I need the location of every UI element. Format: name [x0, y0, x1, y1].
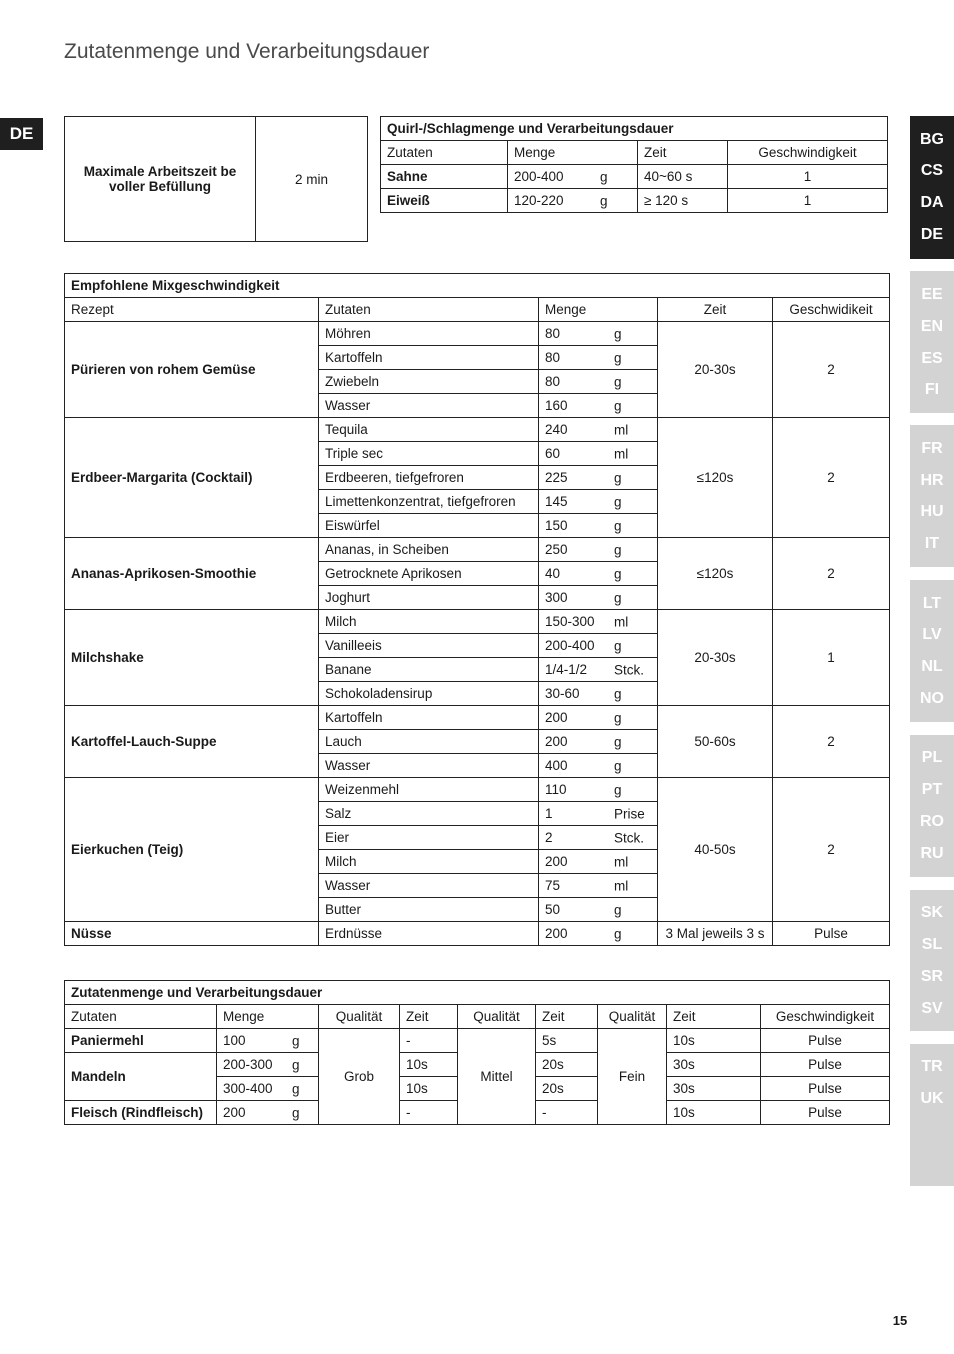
chop-header: Qualität [458, 1005, 536, 1029]
chop-header: Qualität [319, 1005, 400, 1029]
lang-group-1 [910, 116, 954, 259]
mix-speed-table [64, 273, 890, 946]
whisk-table [380, 116, 888, 213]
lang-group-5 [910, 735, 954, 877]
amount-unit: g [614, 926, 622, 941]
time-medium: 5s [536, 1029, 598, 1053]
page-number: 15 [892, 1313, 908, 1328]
lang-it[interactable]: IT [924, 535, 940, 552]
amount-unit: g [614, 374, 622, 389]
time-medium: 20s [536, 1053, 598, 1077]
lang-hu[interactable]: HU [920, 503, 944, 520]
whisk-ingredient: Eiweiß [381, 189, 508, 213]
table-row [65, 322, 890, 346]
amount-value: 80 [545, 350, 561, 365]
ingredient: Tequila [319, 418, 539, 442]
amount-value: 1 [545, 806, 553, 821]
amount-value: 120-220 [514, 193, 564, 208]
ingredient: Eier [319, 826, 539, 850]
whisk-header: Geschwindigkeit [728, 141, 888, 165]
amount-cell [539, 322, 658, 346]
time-fine: 10s [667, 1101, 761, 1125]
lang-ru[interactable]: RU [920, 845, 944, 862]
amount-unit: g [614, 518, 622, 533]
table-row [381, 189, 888, 213]
amount-unit: ml [614, 614, 629, 629]
amount-cell [539, 394, 658, 418]
time-coarse: 10s [400, 1053, 458, 1077]
ingredient: Weizenmehl [319, 778, 539, 802]
chop-table-title: Zutatenmenge und Verarbeitungsdauer [65, 981, 890, 1005]
recipe-name: Pürieren von rohem Gemüse [65, 322, 319, 418]
table-row [381, 165, 888, 189]
amount-value: 400 [545, 758, 568, 773]
amount-value: 200 [223, 1105, 246, 1120]
table-row [65, 922, 890, 946]
mix-table-title: Empfohlene Mixgeschwindigkeit [65, 274, 890, 298]
quality-coarse: Grob [319, 1029, 400, 1125]
chop-header: Zutaten [65, 1005, 217, 1029]
lang-sk[interactable]: SK [920, 904, 944, 921]
lang-es[interactable]: ES [921, 350, 943, 367]
amount-value: 40 [545, 566, 561, 581]
ingredient: Getrocknete Aprikosen [319, 562, 539, 586]
lang-ee[interactable]: EE [921, 286, 943, 303]
time-fine: 10s [667, 1029, 761, 1053]
chop-header: Zeit [667, 1005, 761, 1029]
chop-speed: Pulse [761, 1053, 890, 1077]
amount-unit: g [292, 1057, 300, 1072]
amount-value: 100 [223, 1033, 246, 1048]
amount-value: 2 [545, 830, 553, 845]
recipe-time: ≤120s [658, 538, 773, 610]
amount-value: 145 [545, 494, 568, 509]
ingredient: Limettenkonzentrat, tiefgefroren [319, 490, 539, 514]
ingredient: Vanilleeis [319, 634, 539, 658]
amount-value: 1/4-1/2 [545, 662, 588, 677]
amount-unit: ml [614, 422, 629, 437]
amount-value: 200-300 [223, 1057, 273, 1072]
whisk-header: Zutaten [381, 141, 508, 165]
amount-cell [539, 514, 658, 538]
table-row [65, 706, 890, 730]
time-medium: 20s [536, 1077, 598, 1101]
amount-value: 200-400 [514, 169, 564, 184]
ingredient: Erdnüsse [319, 922, 539, 946]
amount-value: 50 [545, 902, 561, 917]
ingredient: Lauch [319, 730, 539, 754]
amount-value: 200 [545, 854, 568, 869]
amount-cell [539, 922, 658, 946]
amount-cell [539, 634, 658, 658]
max-work-time-table [64, 116, 368, 242]
amount-cell [539, 610, 658, 634]
lang-lt[interactable]: LT [922, 595, 942, 612]
recipe-speed: 2 [773, 538, 890, 610]
ingredient: Milch [319, 850, 539, 874]
time-fine: 30s [667, 1053, 761, 1077]
amount-value: 80 [545, 374, 561, 389]
recipe-speed: 1 [773, 610, 890, 706]
recipe-time: 40-50s [658, 778, 773, 922]
recipe-name: Milchshake [65, 610, 319, 706]
lang-uk[interactable]: UK [920, 1090, 944, 1107]
table-row [65, 538, 890, 562]
lang-da[interactable]: DA [920, 194, 944, 211]
whisk-table-title: Quirl-/Schlagmenge und Verarbeitungsdauer [381, 117, 888, 141]
whisk-amount [508, 165, 638, 189]
amount-unit: g [614, 710, 622, 725]
amount-value: 75 [545, 878, 561, 893]
ingredient: Kartoffeln [319, 346, 539, 370]
ingredient: Wasser [319, 754, 539, 778]
amount-cell [539, 730, 658, 754]
amount-value: 200 [545, 734, 568, 749]
amount-unit: g [614, 398, 622, 413]
amount-unit: g [292, 1105, 300, 1120]
amount-value: 150 [545, 518, 568, 533]
lang-lv[interactable]: LV [922, 626, 942, 643]
amount-unit: g [614, 566, 622, 581]
chop-header: Menge [217, 1005, 319, 1029]
amount-value: 200 [545, 710, 568, 725]
amount-value: 30-60 [545, 686, 580, 701]
amount-value: 250 [545, 542, 568, 557]
time-coarse: - [400, 1029, 458, 1053]
amount-cell [539, 850, 658, 874]
mix-header: Menge [539, 298, 658, 322]
amount-unit: g [614, 758, 622, 773]
amount-cell [539, 874, 658, 898]
ingredient: Erdbeeren, tiefgefroren [319, 466, 539, 490]
chop-header: Zeit [400, 1005, 458, 1029]
amount-cell [539, 826, 658, 850]
table-row [65, 418, 890, 442]
amount-cell [539, 754, 658, 778]
lang-tr[interactable]: TR [921, 1058, 943, 1075]
recipe-speed: 2 [773, 322, 890, 418]
max-work-value: 2 min [256, 117, 368, 242]
lang-no[interactable]: NO [920, 690, 944, 707]
mix-header: Zutaten [319, 298, 539, 322]
table-row [65, 610, 890, 634]
lang-group-3 [910, 425, 954, 567]
mix-header: Rezept [65, 298, 319, 322]
chop-ingredient: Paniermehl [65, 1029, 217, 1053]
amount-value: 200-400 [545, 638, 595, 653]
amount-value: 300-400 [223, 1081, 273, 1096]
page-title: Zutatenmenge und Verarbeitungsdauer [64, 40, 430, 63]
quality-medium: Mittel [458, 1029, 536, 1125]
recipe-name: Ananas-Aprikosen-Smoothie [65, 538, 319, 610]
amount-cell [539, 586, 658, 610]
ingredient: Milch [319, 610, 539, 634]
amount-unit: ml [614, 878, 629, 893]
amount-unit: g [600, 169, 608, 184]
whisk-header: Zeit [638, 141, 728, 165]
recipe-name: Eierkuchen (Teig) [65, 778, 319, 922]
ingredient: Wasser [319, 394, 539, 418]
ingredient: Möhren [319, 322, 539, 346]
amount-value: 300 [545, 590, 568, 605]
amount-cell [539, 706, 658, 730]
whisk-time: 40~60 s [638, 165, 728, 189]
amount-cell [539, 898, 658, 922]
amount-unit: g [600, 193, 608, 208]
amount-unit: g [614, 590, 622, 605]
amount-cell [539, 466, 658, 490]
recipe-time: 3 Mal jeweils 3 s [658, 922, 773, 946]
chop-speed: Pulse [761, 1077, 890, 1101]
amount-value: 80 [545, 326, 561, 341]
time-medium: - [536, 1101, 598, 1125]
time-coarse: 10s [400, 1077, 458, 1101]
amount-cell [539, 538, 658, 562]
amount-value: 60 [545, 446, 561, 461]
amount-unit: g [614, 470, 622, 485]
amount-cell [217, 1053, 319, 1077]
amount-cell [217, 1077, 319, 1101]
ingredient: Joghurt [319, 586, 539, 610]
amount-unit: Stck. [614, 830, 645, 845]
chop-table [64, 980, 890, 1125]
lang-pl[interactable]: PL [921, 749, 943, 766]
chop-speed: Pulse [761, 1101, 890, 1125]
lang-group-4 [910, 580, 954, 722]
lang-hr[interactable]: HR [920, 472, 944, 489]
mix-header: Zeit [658, 298, 773, 322]
amount-unit: g [292, 1033, 300, 1048]
amount-unit: Stck. [614, 662, 645, 677]
max-work-label: Maximale Arbeitszeit be voller Befüllung [65, 117, 256, 242]
recipe-name: Nüsse [65, 922, 319, 946]
whisk-header: Menge [508, 141, 638, 165]
recipe-speed: 2 [773, 778, 890, 922]
amount-unit: g [614, 734, 622, 749]
recipe-speed: Pulse [773, 922, 890, 946]
recipe-name: Kartoffel-Lauch-Suppe [65, 706, 319, 778]
amount-value: 225 [545, 470, 568, 485]
whisk-speed: 1 [728, 165, 888, 189]
amount-cell [539, 442, 658, 466]
amount-unit: ml [614, 446, 629, 461]
chop-speed: Pulse [761, 1029, 890, 1053]
amount-cell [539, 490, 658, 514]
table-row [65, 778, 890, 802]
whisk-amount [508, 189, 638, 213]
quality-fine: Fein [598, 1029, 667, 1125]
amount-value: 160 [545, 398, 568, 413]
lang-group-6 [910, 890, 954, 1031]
chop-ingredient: Fleisch (Rindfleisch) [65, 1101, 217, 1125]
lang-cs[interactable]: CS [920, 162, 944, 179]
amount-cell [539, 802, 658, 826]
ingredient: Wasser [319, 874, 539, 898]
lang-fi[interactable]: FI [924, 381, 940, 398]
amount-unit: g [614, 638, 622, 653]
amount-cell [217, 1029, 319, 1053]
ingredient: Ananas, in Scheiben [319, 538, 539, 562]
amount-unit: g [614, 686, 622, 701]
whisk-time: ≥ 120 s [638, 189, 728, 213]
lang-nl[interactable]: NL [921, 658, 943, 675]
amount-cell [217, 1101, 319, 1125]
lang-ro[interactable]: RO [920, 813, 944, 830]
table-row [65, 1029, 890, 1053]
ingredient: Salz [319, 802, 539, 826]
whisk-speed: 1 [728, 189, 888, 213]
lang-group-2 [910, 271, 954, 413]
amount-unit: g [614, 494, 622, 509]
amount-value: 150-300 [545, 614, 595, 629]
ingredient: Butter [319, 898, 539, 922]
recipe-time: ≤120s [658, 418, 773, 538]
amount-unit: g [614, 326, 622, 341]
lang-fr[interactable]: FR [921, 440, 943, 457]
time-fine: 30s [667, 1077, 761, 1101]
chop-header: Geschwindigkeit [761, 1005, 890, 1029]
lang-pt[interactable]: PT [921, 781, 943, 798]
time-coarse: - [400, 1101, 458, 1125]
amount-value: 110 [545, 782, 567, 797]
recipe-speed: 2 [773, 706, 890, 778]
amount-unit: ml [614, 854, 629, 869]
whisk-ingredient: Sahne [381, 165, 508, 189]
recipe-time: 20-30s [658, 322, 773, 418]
recipe-name: Erdbeer-Margarita (Cocktail) [65, 418, 319, 538]
ingredient: Zwiebeln [319, 370, 539, 394]
recipe-time: 20-30s [658, 610, 773, 706]
chop-ingredient: Mandeln [65, 1053, 217, 1101]
amount-unit: g [614, 902, 622, 917]
amount-unit: g [292, 1081, 300, 1096]
ingredient: Banane [319, 658, 539, 682]
amount-unit: g [614, 782, 622, 797]
recipe-speed: 2 [773, 418, 890, 538]
lang-sr[interactable]: SR [920, 968, 944, 985]
lang-de[interactable]: DE [920, 226, 944, 243]
amount-unit: g [614, 350, 622, 365]
amount-cell [539, 562, 658, 586]
amount-unit: g [614, 542, 622, 557]
amount-cell [539, 778, 658, 802]
ingredient: Triple sec [319, 442, 539, 466]
amount-unit: Prise [614, 806, 645, 821]
amount-cell [539, 658, 658, 682]
amount-cell [539, 370, 658, 394]
chop-header: Zeit [536, 1005, 598, 1029]
amount-cell [539, 418, 658, 442]
lang-sv[interactable]: SV [921, 1000, 943, 1017]
lang-group-7 [910, 1044, 954, 1186]
lang-en[interactable]: EN [920, 318, 944, 335]
ingredient: Schokoladensirup [319, 682, 539, 706]
amount-value: 200 [545, 926, 568, 941]
lang-bg[interactable]: BG [920, 131, 944, 148]
ingredient: Eiswürfel [319, 514, 539, 538]
language-tab-de: DE [0, 118, 43, 150]
mix-header: Geschwidikeit [773, 298, 890, 322]
amount-cell [539, 346, 658, 370]
lang-sl[interactable]: SL [921, 936, 943, 953]
amount-value: 240 [545, 422, 568, 437]
ingredient: Kartoffeln [319, 706, 539, 730]
recipe-time: 50-60s [658, 706, 773, 778]
amount-cell [539, 682, 658, 706]
chop-header: Qualität [598, 1005, 667, 1029]
